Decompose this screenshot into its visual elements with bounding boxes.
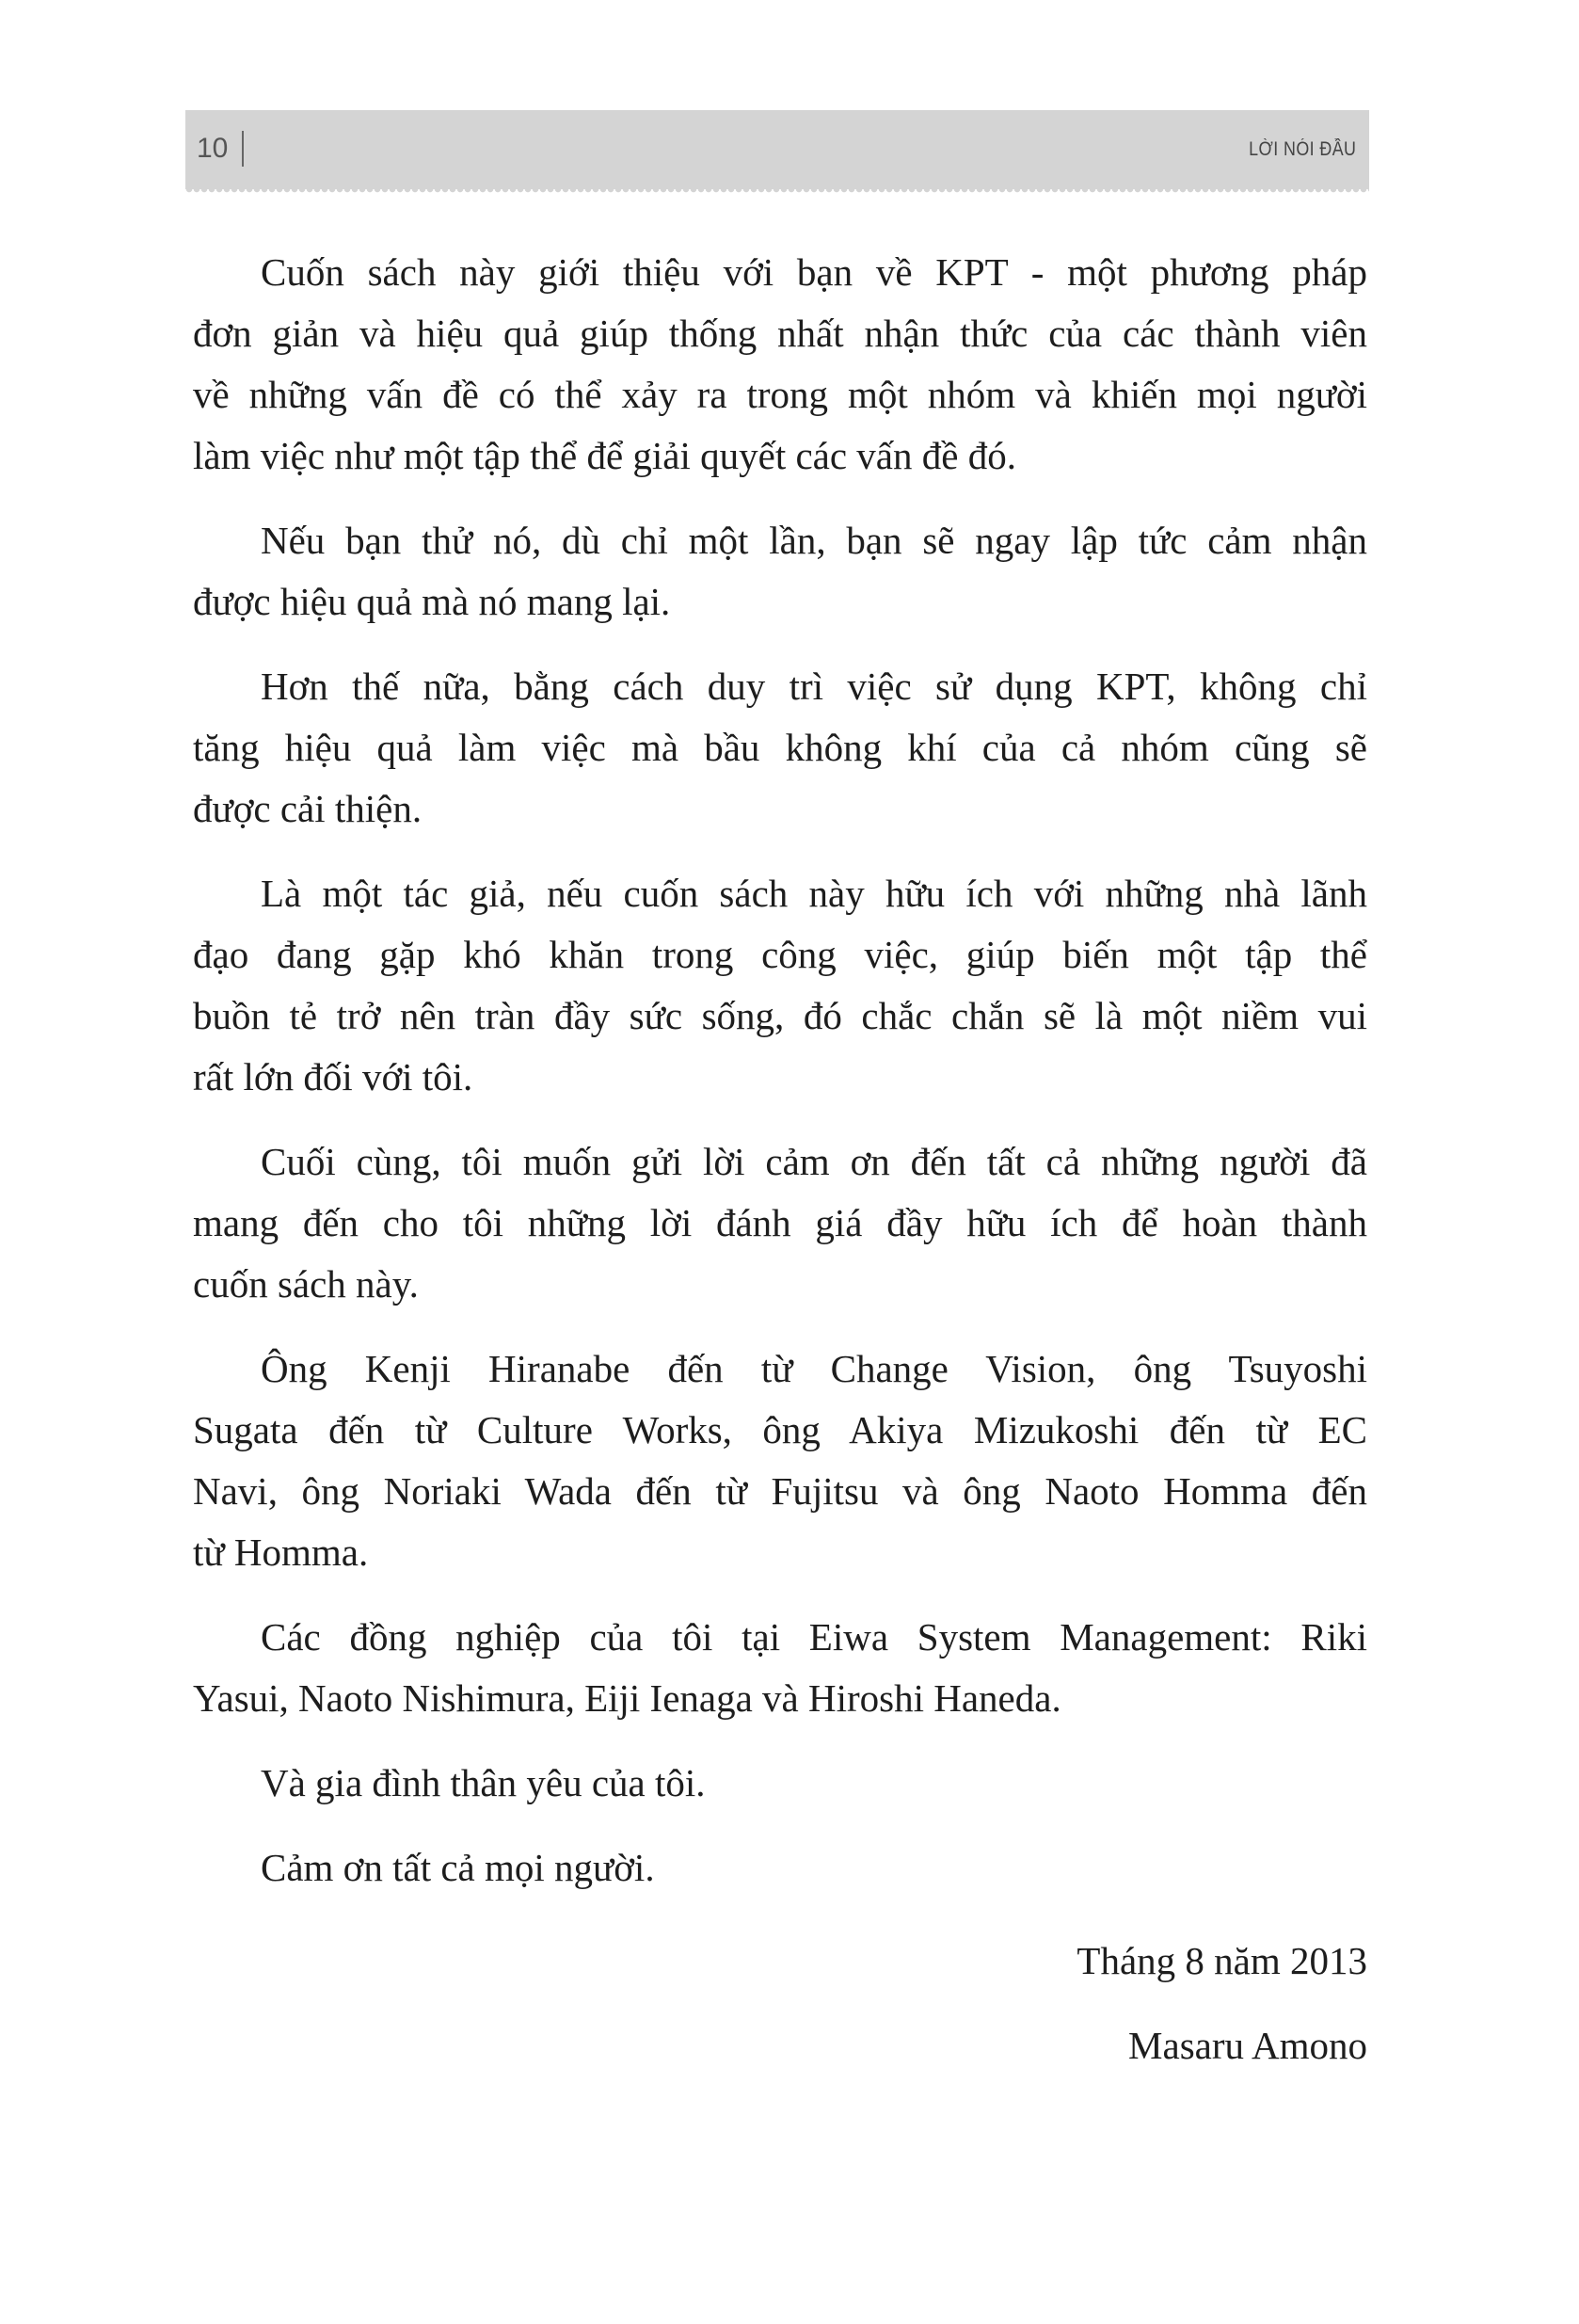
- header-wavy-edge: [185, 189, 1369, 195]
- signature-author: Masaru Amono: [1128, 2024, 1367, 2067]
- text-line: cuốn sách này.: [193, 1262, 419, 1306]
- text-line: Navi, ông Noriaki Wada đến từ Fujitsu và ông Naoto Homma đến: [193, 1469, 1367, 1513]
- text-line: tăng hiệu quả làm việc mà bầu không khí của cả nhóm cũng sẽ: [193, 726, 1367, 769]
- text-line: buồn tẻ trở nên tràn đầy sức sống, đó chắc chắn sẽ là một niềm vui: [193, 994, 1367, 1037]
- text-line: đơn giản và hiệu quả giúp thống nhất nhận thức của các thành viên: [193, 312, 1367, 355]
- text-line: Cuốn sách này giới thiệu với bạn về KPT - một phương pháp: [261, 250, 1367, 294]
- text-line: Các đồng nghiệp của tôi tại Eiwa System Management: Riki: [261, 1615, 1367, 1659]
- paragraph: [193, 510, 1367, 633]
- text-line: Ông Kenji Hiranabe đến từ Change Vision, ông Tsuyoshi: [261, 1347, 1367, 1390]
- text-line: Cuối cùng, tôi muốn gửi lời cảm ơn đến tất cả những người đã: [261, 1140, 1367, 1183]
- text-line: từ Homma.: [193, 1531, 369, 1574]
- paragraph: [193, 1338, 1367, 1583]
- text-line: rất lớn đối với tôi.: [193, 1055, 473, 1098]
- text-line: Cảm ơn tất cả mọi người.: [261, 1846, 655, 1889]
- text-line: Và gia đình thân yêu của tôi.: [261, 1761, 706, 1804]
- paragraph: [193, 1753, 1367, 1814]
- text-line: Yasui, Naoto Nishimura, Eiji Ienaga và Hiroshi Haneda.: [193, 1676, 1061, 1720]
- signature-date: Tháng 8 năm 2013: [1077, 1939, 1367, 1982]
- text-line: đạo đang gặp khó khăn trong công việc, giúp biến một tập thể: [193, 933, 1367, 976]
- chapter-title: LỜI NÓI ĐẦU: [1248, 138, 1356, 160]
- text-line: Hơn thế nữa, bằng cách duy trì việc sử dụng KPT, không chỉ: [261, 665, 1367, 708]
- header-divider: [242, 131, 244, 167]
- paragraph: [193, 1131, 1367, 1315]
- text-line: được hiệu quả mà nó mang lại.: [193, 580, 671, 623]
- text-line: Là một tác giả, nếu cuốn sách này hữu ích với những nhà lãnh: [261, 872, 1367, 915]
- paragraph: [193, 863, 1367, 1108]
- text-line: mang đến cho tôi những lời đánh giá đầy hữu ích để hoàn thành: [193, 1201, 1367, 1244]
- paragraph: [193, 242, 1367, 487]
- text-line: Sugata đến từ Culture Works, ông Akiya Mizukoshi đến từ EC: [193, 1408, 1367, 1451]
- running-header: [185, 110, 1369, 189]
- body-text: [193, 242, 1367, 2076]
- paragraph: [193, 1837, 1367, 1899]
- text-line: Nếu bạn thử nó, dù chỉ một lần, bạn sẽ ngay lập tức cảm nhận: [261, 519, 1367, 562]
- page-number: 10: [197, 133, 229, 164]
- text-line: được cải thiện.: [193, 787, 423, 830]
- text-line: làm việc như một tập thể để giải quyết các vấn đề đó.: [193, 434, 1016, 477]
- text-line: về những vấn đề có thể xảy ra trong một nhóm và khiến mọi người: [193, 373, 1367, 416]
- paragraph: [193, 1607, 1367, 1729]
- paragraph: [193, 656, 1367, 840]
